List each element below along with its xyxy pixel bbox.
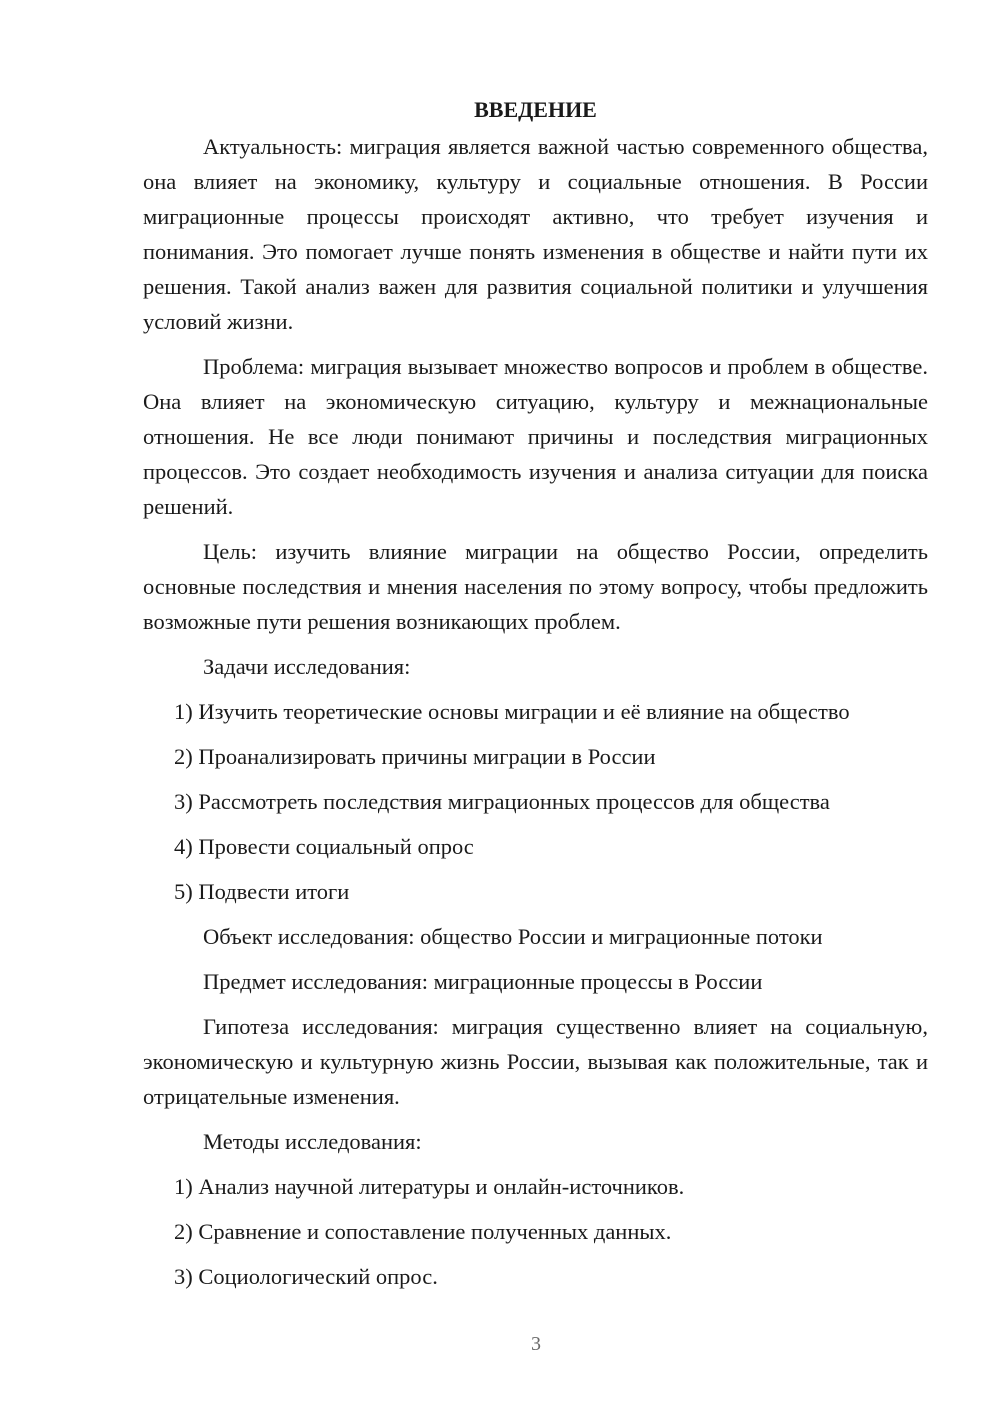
task-item-1: 1) Изучить теоретические основы миграции и её влияние на общество xyxy=(174,699,850,724)
task-item-2: 2) Проанализировать причины миграции в России xyxy=(174,744,656,769)
page-title: ВВЕДЕНИЕ xyxy=(474,97,597,122)
tasks-heading: Задачи исследования: xyxy=(203,654,411,679)
hypothesis-paragraph: Гипотеза исследования: миграция существенно влияет на социальную, экономическую и культурную жизнь России, вызывая как положительные, так и отрицательные изменения. xyxy=(143,1014,928,1109)
method-item-1: 1) Анализ научной литературы и онлайн-источников. xyxy=(174,1174,685,1199)
relevance-paragraph: Актуальность: миграция является важной частью современного общества, она влияет на экономику, культуру и социальные отношения. В России миграционные процессы происходят активно, что требует изучения и понимания. Это помогает лучше понять изменения в обществе и найти пути их решения. Такой анализ важен для развития социальной политики и улучшения условий жизни. xyxy=(143,134,928,334)
task-item-4: 4) Провести социальный опрос xyxy=(174,834,474,859)
method-item-3: 3) Социологический опрос. xyxy=(174,1264,438,1289)
problem-paragraph: Проблема: миграция вызывает множество вопросов и проблем в обществе. Она влияет на экономическую ситуацию, культуру и межнациональные отношения. Не все люди понимают причины и последствия миграционных процессов. Это создает необходимость изучения и анализа ситуации для поиска решений. xyxy=(143,354,928,519)
research-subject: Предмет исследования: миграционные процессы в России xyxy=(203,969,763,994)
method-item-2: 2) Сравнение и сопоставление полученных данных. xyxy=(174,1219,672,1244)
page-content xyxy=(143,92,928,1304)
task-item-5: 5) Подвести итоги xyxy=(174,879,350,904)
research-object: Объект исследования: общество России и миграционные потоки xyxy=(203,924,823,949)
methods-heading: Методы исследования: xyxy=(203,1129,422,1154)
task-item-3: 3) Рассмотреть последствия миграционных процессов для общества xyxy=(174,789,830,814)
goal-paragraph: Цель: изучить влияние миграции на общество России, определить основные последствия и мнения населения по этому вопросу, чтобы предложить возможные пути решения возникающих проблем. xyxy=(143,539,928,634)
page-number: 3 xyxy=(531,1333,541,1355)
